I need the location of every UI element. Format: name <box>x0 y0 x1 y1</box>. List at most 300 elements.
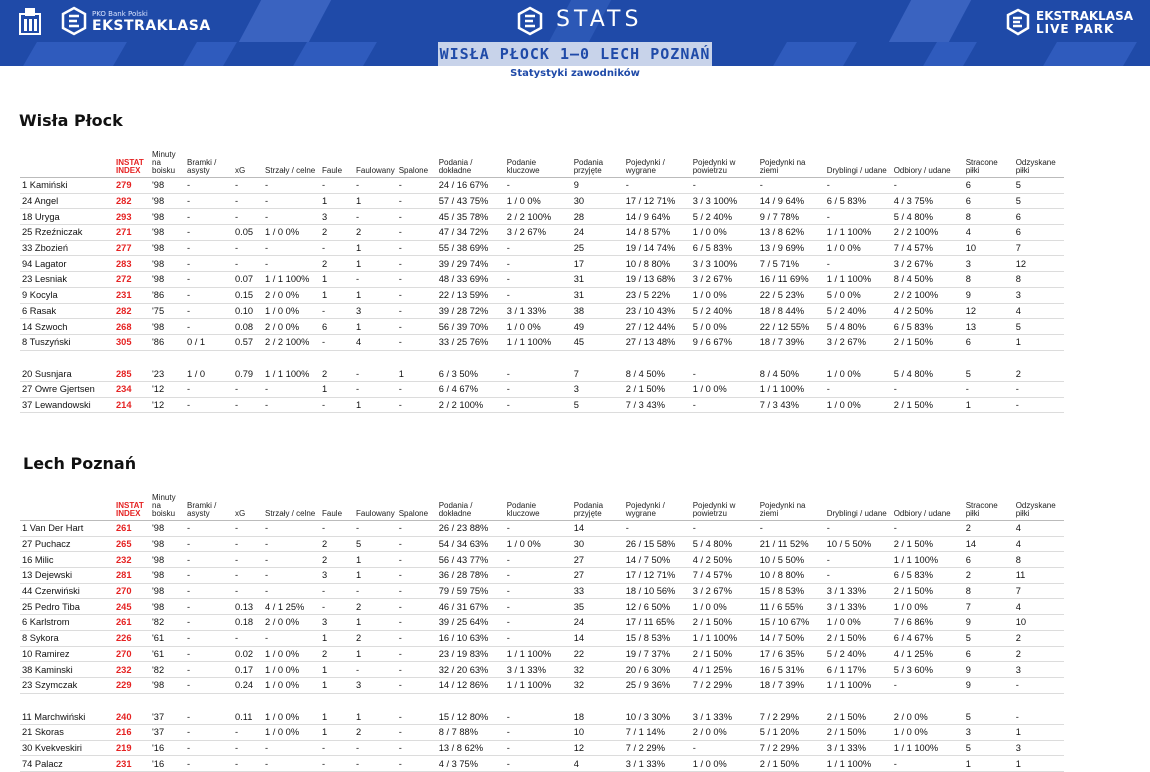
cell-key-passes: 1 / 0 0% <box>505 193 572 209</box>
cell-player[interactable]: 11 Marchwiński <box>20 709 114 725</box>
cell-offsides: - <box>397 397 437 413</box>
cell-offsides: - <box>397 615 437 631</box>
cell-recovered-balls: 2 <box>1014 366 1064 382</box>
cell-player[interactable]: 74 Palacz <box>20 756 114 772</box>
table-row[interactable] <box>20 536 1064 552</box>
cell-goals-assists: - <box>185 225 233 241</box>
cell-passes: 13 / 8 62% <box>437 740 505 756</box>
cell-ground-duels: 22 / 12 55% <box>758 319 825 335</box>
column-header-key-passes: Podanie kluczowe <box>505 488 572 521</box>
cell-offsides: - <box>397 381 437 397</box>
cell-tackles: 4 / 1 25% <box>892 646 964 662</box>
table-row[interactable] <box>20 256 1064 272</box>
cell-offsides: - <box>397 256 437 272</box>
cell-key-passes: - <box>505 630 572 646</box>
cell-player[interactable]: 1 Van Der Hart <box>20 521 114 537</box>
cell-player[interactable]: 38 Kaminski <box>20 662 114 678</box>
table-row[interactable] <box>20 225 1064 241</box>
cell-tackles: 2 / 1 50% <box>892 583 964 599</box>
cell-goals-assists: - <box>185 724 233 740</box>
cell-player[interactable]: 23 Szymczak <box>20 677 114 693</box>
cell-passes: 32 / 20 63% <box>437 662 505 678</box>
cell-player[interactable]: 6 Rasak <box>20 303 114 319</box>
cell-xg: - <box>233 256 263 272</box>
cell-player[interactable]: 13 Dejewski <box>20 568 114 584</box>
cell-tackles: 5 / 3 60% <box>892 662 964 678</box>
cell-tackles: 6 / 5 83% <box>892 568 964 584</box>
cell-player[interactable]: 33 Zbozień <box>20 240 114 256</box>
cell-xg: 0.05 <box>233 225 263 241</box>
cell-passes: 8 / 7 88% <box>437 724 505 740</box>
cell-recovered-balls: 1 <box>1014 756 1064 772</box>
cell-key-passes: - <box>505 599 572 615</box>
cell-xg: - <box>233 536 263 552</box>
table-row[interactable] <box>20 709 1064 725</box>
cell-fouled: 1 <box>354 709 397 725</box>
table-row[interactable] <box>20 724 1064 740</box>
cell-passes: 24 / 16 67% <box>437 178 505 194</box>
cell-duels: 27 / 12 44% <box>624 319 691 335</box>
cell-xg: - <box>233 209 263 225</box>
cell-lost-balls: 14 <box>964 536 1014 552</box>
cell-dribbles: 5 / 0 0% <box>825 287 892 303</box>
cell-offsides: - <box>397 319 437 335</box>
cell-duels: - <box>624 178 691 194</box>
cell-goals-assists: - <box>185 646 233 662</box>
cell-lost-balls: 8 <box>964 583 1014 599</box>
stats-table-home <box>20 145 1064 413</box>
cell-ground-duels: - <box>758 521 825 537</box>
cell-fouls: 3 <box>320 615 354 631</box>
cell-lost-balls: 4 <box>964 225 1014 241</box>
cell-instat-index: 216 <box>114 724 150 740</box>
cell-minutes: '61 <box>150 630 185 646</box>
cell-shots: - <box>263 240 320 256</box>
cell-ground-duels: 11 / 6 55% <box>758 599 825 615</box>
table-row[interactable] <box>20 521 1064 537</box>
cell-tackles: 1 / 0 0% <box>892 724 964 740</box>
cell-ground-duels: 18 / 7 39% <box>758 677 825 693</box>
cell-minutes: '61 <box>150 646 185 662</box>
cell-lost-balls: 6 <box>964 646 1014 662</box>
column-header-offsides: Spalone <box>397 488 437 521</box>
cell-fouls: 2 <box>320 366 354 382</box>
cell-instat-index: 231 <box>114 756 150 772</box>
cell-tackles: 1 / 0 0% <box>892 599 964 615</box>
cell-fouls: 2 <box>320 256 354 272</box>
column-header-xg: xG <box>233 145 263 178</box>
cell-shots: - <box>263 740 320 756</box>
column-header-key-passes: Podanie kluczowe <box>505 145 572 178</box>
cell-ground-duels: 13 / 8 62% <box>758 225 825 241</box>
cell-player[interactable]: 24 Angel <box>20 193 114 209</box>
cell-ground-duels: 16 / 5 31% <box>758 662 825 678</box>
cell-duels: 14 / 7 50% <box>624 552 691 568</box>
cell-instat-index: 261 <box>114 521 150 537</box>
cell-recovered-balls: - <box>1014 709 1064 725</box>
cell-shots: - <box>263 536 320 552</box>
cell-aerial-duels: 2 / 1 50% <box>691 615 758 631</box>
cell-tackles: 7 / 4 57% <box>892 240 964 256</box>
cell-tackles: 7 / 6 86% <box>892 615 964 631</box>
cell-aerial-duels: 3 / 3 100% <box>691 193 758 209</box>
cell-shots: - <box>263 178 320 194</box>
cell-lost-balls: 5 <box>964 740 1014 756</box>
cell-shots: - <box>263 256 320 272</box>
cell-duels: 8 / 4 50% <box>624 366 691 382</box>
cell-dribbles: 10 / 5 50% <box>825 536 892 552</box>
cell-fouled: 3 <box>354 677 397 693</box>
cell-ground-duels: 2 / 1 50% <box>758 756 825 772</box>
table-row[interactable] <box>20 397 1064 413</box>
cell-fouled: 2 <box>354 724 397 740</box>
cell-fouled: - <box>354 209 397 225</box>
cell-fouls: 2 <box>320 552 354 568</box>
table-row[interactable] <box>20 568 1064 584</box>
cell-lost-balls: 10 <box>964 240 1014 256</box>
cell-passes-received: 24 <box>572 615 624 631</box>
cell-recovered-balls: 2 <box>1014 646 1064 662</box>
table-row[interactable] <box>20 599 1064 615</box>
cell-duels: 20 / 6 30% <box>624 662 691 678</box>
cell-dribbles: 5 / 2 40% <box>825 303 892 319</box>
table-row[interactable] <box>20 552 1064 568</box>
table-row[interactable] <box>20 630 1064 646</box>
cell-fouls: - <box>320 303 354 319</box>
cell-minutes: '82 <box>150 615 185 631</box>
table-row[interactable] <box>20 272 1064 288</box>
cell-tackles: 4 / 2 50% <box>892 303 964 319</box>
cell-xg: - <box>233 740 263 756</box>
table-row[interactable] <box>20 677 1064 693</box>
cell-lost-balls: 3 <box>964 724 1014 740</box>
table-row[interactable] <box>20 334 1064 350</box>
cell-player[interactable]: 10 Ramirez <box>20 646 114 662</box>
cell-fouls: 1 <box>320 662 354 678</box>
cell-tackles: 5 / 4 80% <box>892 366 964 382</box>
cell-offsides: - <box>397 740 437 756</box>
cell-recovered-balls: 6 <box>1014 209 1064 225</box>
cell-passes-received: 30 <box>572 536 624 552</box>
cell-player[interactable]: 44 Czerwiński <box>20 583 114 599</box>
cell-tackles: 5 / 4 80% <box>892 209 964 225</box>
cell-fouls: - <box>320 521 354 537</box>
cell-player[interactable]: 25 Pedro Tiba <box>20 599 114 615</box>
cell-lost-balls: 6 <box>964 552 1014 568</box>
cell-lost-balls: - <box>964 381 1014 397</box>
cell-recovered-balls: 5 <box>1014 193 1064 209</box>
cell-offsides: - <box>397 583 437 599</box>
cell-player[interactable]: 20 Susnjara <box>20 366 114 382</box>
column-header-minutes: Minuty na boisku <box>150 488 185 521</box>
cell-lost-balls: 6 <box>964 334 1014 350</box>
cell-instat-index: 229 <box>114 677 150 693</box>
cell-player[interactable]: 18 Uryga <box>20 209 114 225</box>
cell-passes-received: 5 <box>572 397 624 413</box>
column-header-passes-received: Podania przyjęte <box>572 488 624 521</box>
cell-goals-assists: - <box>185 319 233 335</box>
cell-goals-assists: - <box>185 599 233 615</box>
table-row[interactable] <box>20 240 1064 256</box>
cell-shots: - <box>263 193 320 209</box>
column-header-passes: Podania / dokładne <box>437 145 505 178</box>
cell-goals-assists: - <box>185 178 233 194</box>
cell-fouled: - <box>354 583 397 599</box>
cell-fouls: - <box>320 740 354 756</box>
cell-aerial-duels: 2 / 0 0% <box>691 724 758 740</box>
cell-xg: 0.17 <box>233 662 263 678</box>
cell-minutes: '75 <box>150 303 185 319</box>
column-header-tackles: Odbiory / udane <box>892 145 964 178</box>
cell-tackles: 2 / 2 100% <box>892 225 964 241</box>
cell-tackles: - <box>892 756 964 772</box>
cell-dribbles: 1 / 1 100% <box>825 272 892 288</box>
table-spacer-row <box>20 693 1064 709</box>
cell-instat-index: 270 <box>114 583 150 599</box>
cell-passes-received: 4 <box>572 756 624 772</box>
cell-shots: - <box>263 630 320 646</box>
cell-dribbles: 6 / 5 83% <box>825 193 892 209</box>
brand-name: EKSTRAKLASA <box>92 18 211 34</box>
top-header <box>0 0 1150 42</box>
cell-dribbles: 5 / 2 40% <box>825 646 892 662</box>
cell-player[interactable]: 8 Tuszyński <box>20 334 114 350</box>
table-row[interactable] <box>20 303 1064 319</box>
cell-recovered-balls: 5 <box>1014 178 1064 194</box>
cell-player[interactable]: 23 Lesniak <box>20 272 114 288</box>
cell-passes-received: 24 <box>572 225 624 241</box>
cell-shots: - <box>263 756 320 772</box>
cell-lost-balls: 5 <box>964 709 1014 725</box>
cell-player[interactable]: 6 Karlstrom <box>20 615 114 631</box>
cell-dribbles: 1 / 0 0% <box>825 397 892 413</box>
cell-passes: 39 / 28 72% <box>437 303 505 319</box>
cell-dribbles: 5 / 4 80% <box>825 319 892 335</box>
table-row[interactable] <box>20 178 1064 194</box>
cell-minutes: '16 <box>150 740 185 756</box>
table-row[interactable] <box>20 287 1064 303</box>
cell-fouls: - <box>320 599 354 615</box>
bar-decoration <box>1043 42 1137 66</box>
cell-instat-index: 234 <box>114 381 150 397</box>
cell-dribbles: 6 / 1 17% <box>825 662 892 678</box>
cell-passes: 54 / 34 63% <box>437 536 505 552</box>
cell-minutes: '98 <box>150 209 185 225</box>
table-row[interactable] <box>20 662 1064 678</box>
cell-player[interactable]: 21 Skoras <box>20 724 114 740</box>
cell-passes-received: 27 <box>572 568 624 584</box>
column-header-ground-duels: Pojedynki na ziemi <box>758 145 825 178</box>
cell-passes: 22 / 13 59% <box>437 287 505 303</box>
pko-bank-logo-icon[interactable] <box>18 6 42 36</box>
cell-minutes: '37 <box>150 724 185 740</box>
table-row[interactable] <box>20 209 1064 225</box>
cell-fouls: 3 <box>320 568 354 584</box>
cell-goals-assists: - <box>185 552 233 568</box>
table-row[interactable] <box>20 646 1064 662</box>
cell-key-passes: - <box>505 381 572 397</box>
cell-shots: 2 / 0 0% <box>263 287 320 303</box>
cell-passes-received: 31 <box>572 287 624 303</box>
cell-aerial-duels: 1 / 0 0% <box>691 287 758 303</box>
cell-key-passes: - <box>505 709 572 725</box>
cell-ground-duels: 18 / 7 39% <box>758 334 825 350</box>
cell-aerial-duels: - <box>691 397 758 413</box>
cell-player[interactable]: 27 Puchacz <box>20 536 114 552</box>
cell-key-passes: - <box>505 521 572 537</box>
cell-passes: 47 / 34 72% <box>437 225 505 241</box>
cell-shots: 1 / 0 0% <box>263 724 320 740</box>
cell-aerial-duels: 1 / 0 0% <box>691 756 758 772</box>
cell-shots: - <box>263 209 320 225</box>
cell-passes-received: 7 <box>572 366 624 382</box>
cell-xg: 0.15 <box>233 287 263 303</box>
cell-key-passes: 2 / 2 100% <box>505 209 572 225</box>
cell-fouled: 5 <box>354 536 397 552</box>
cell-goals-assists: - <box>185 677 233 693</box>
cell-goals-assists: 1 / 0 <box>185 366 233 382</box>
cell-fouls: 1 <box>320 287 354 303</box>
table-row[interactable] <box>20 319 1064 335</box>
cell-aerial-duels: 9 / 6 67% <box>691 334 758 350</box>
ekstraklasa-logo-icon[interactable] <box>60 6 88 36</box>
cell-offsides: - <box>397 193 437 209</box>
cell-recovered-balls: 7 <box>1014 240 1064 256</box>
cell-passes: 79 / 59 75% <box>437 583 505 599</box>
cell-instat-index: 282 <box>114 193 150 209</box>
cell-dribbles: 1 / 0 0% <box>825 615 892 631</box>
cell-instat-index: 240 <box>114 709 150 725</box>
cell-player[interactable]: 25 Rzeźniczak <box>20 225 114 241</box>
cell-ground-duels: 8 / 4 50% <box>758 366 825 382</box>
cell-offsides: - <box>397 568 437 584</box>
cell-player[interactable]: 27 Owre Gjertsen <box>20 381 114 397</box>
cell-minutes: '12 <box>150 397 185 413</box>
table-row[interactable] <box>20 740 1064 756</box>
match-title: WISŁA PŁOCK 1–0 LECH POZNAŃ <box>439 45 711 63</box>
table-row[interactable] <box>20 381 1064 397</box>
cell-ground-duels: 21 / 11 52% <box>758 536 825 552</box>
cell-dribbles: 3 / 1 33% <box>825 740 892 756</box>
cell-xg: - <box>233 381 263 397</box>
table-row[interactable] <box>20 193 1064 209</box>
cell-offsides: - <box>397 521 437 537</box>
table-row[interactable] <box>20 756 1064 772</box>
cell-key-passes: 3 / 1 33% <box>505 662 572 678</box>
cell-player[interactable]: 16 Milic <box>20 552 114 568</box>
cell-minutes: '98 <box>150 256 185 272</box>
column-header-fouls: Faule <box>320 145 354 178</box>
table-row[interactable] <box>20 366 1064 382</box>
cell-goals-assists: - <box>185 756 233 772</box>
cell-player[interactable]: 1 Kamiński <box>20 178 114 194</box>
cell-minutes: '98 <box>150 536 185 552</box>
column-header-fouled: Faulowany <box>354 488 397 521</box>
cell-ground-duels: 10 / 8 80% <box>758 568 825 584</box>
table-row[interactable] <box>20 615 1064 631</box>
cell-tackles: - <box>892 178 964 194</box>
cell-minutes: '86 <box>150 334 185 350</box>
cell-ground-duels: 15 / 8 53% <box>758 583 825 599</box>
cell-recovered-balls: 5 <box>1014 319 1064 335</box>
cell-fouled: - <box>354 756 397 772</box>
cell-passes-received: 10 <box>572 724 624 740</box>
cell-xg: 0.13 <box>233 599 263 615</box>
cell-fouled: 1 <box>354 256 397 272</box>
live-park-label: EKSTRAKLASA <box>1036 9 1134 23</box>
cell-minutes: '98 <box>150 583 185 599</box>
cell-shots: 1 / 0 0% <box>263 662 320 678</box>
cell-fouls: 2 <box>320 225 354 241</box>
cell-tackles: 2 / 2 100% <box>892 287 964 303</box>
cell-xg: - <box>233 193 263 209</box>
cell-recovered-balls: 11 <box>1014 568 1064 584</box>
cell-offsides: - <box>397 709 437 725</box>
cell-player[interactable]: 30 Kvekveskiri <box>20 740 114 756</box>
cell-player[interactable]: 8 Sykora <box>20 630 114 646</box>
cell-fouls: - <box>320 240 354 256</box>
table-row[interactable] <box>20 583 1064 599</box>
cell-minutes: '98 <box>150 193 185 209</box>
cell-dribbles: 3 / 1 33% <box>825 599 892 615</box>
cell-passes-received: 14 <box>572 630 624 646</box>
column-header-lost-balls: Stracone piłki <box>964 488 1014 521</box>
cell-player[interactable]: 14 Szwoch <box>20 319 114 335</box>
cell-offsides: - <box>397 240 437 256</box>
cell-duels: 2 / 1 50% <box>624 381 691 397</box>
cell-player[interactable]: 9 Kocyla <box>20 287 114 303</box>
cell-offsides: - <box>397 552 437 568</box>
cell-tackles: - <box>892 521 964 537</box>
team-title-away: Lech Poznań <box>23 454 137 473</box>
brand-sponsor: PKO Bank Polski <box>92 10 148 18</box>
cell-fouls: 2 <box>320 536 354 552</box>
cell-duels: 12 / 6 50% <box>624 599 691 615</box>
cell-goals-assists: - <box>185 630 233 646</box>
column-header-shots: Strzały / celne <box>263 145 320 178</box>
cell-tackles: 1 / 1 100% <box>892 740 964 756</box>
cell-instat-index: 232 <box>114 662 150 678</box>
cell-offsides: - <box>397 272 437 288</box>
cell-fouled: - <box>354 521 397 537</box>
column-header-xg: xG <box>233 488 263 521</box>
cell-instat-index: 277 <box>114 240 150 256</box>
cell-player[interactable]: 94 Lagator <box>20 256 114 272</box>
cell-offsides: - <box>397 225 437 241</box>
cell-passes: 4 / 3 75% <box>437 756 505 772</box>
cell-key-passes: - <box>505 366 572 382</box>
cell-fouls: 2 <box>320 646 354 662</box>
cell-recovered-balls: 3 <box>1014 740 1064 756</box>
column-header-shots: Strzały / celne <box>263 488 320 521</box>
cell-instat-index: 261 <box>114 615 150 631</box>
cell-passes: 39 / 25 64% <box>437 615 505 631</box>
cell-passes-received: 32 <box>572 662 624 678</box>
cell-aerial-duels: 7 / 2 29% <box>691 677 758 693</box>
cell-player[interactable]: 37 Lewandowski <box>20 397 114 413</box>
cell-fouled: 4 <box>354 334 397 350</box>
cell-minutes: '16 <box>150 756 185 772</box>
cell-fouls: 1 <box>320 630 354 646</box>
cell-lost-balls: 9 <box>964 615 1014 631</box>
cell-duels: 10 / 3 30% <box>624 709 691 725</box>
live-park-logo-icon[interactable] <box>1006 8 1030 36</box>
column-header-tackles: Odbiory / udane <box>892 488 964 521</box>
cell-aerial-duels: 1 / 0 0% <box>691 381 758 397</box>
cell-fouls: 1 <box>320 193 354 209</box>
cell-fouled: 1 <box>354 240 397 256</box>
cell-fouled: 1 <box>354 287 397 303</box>
